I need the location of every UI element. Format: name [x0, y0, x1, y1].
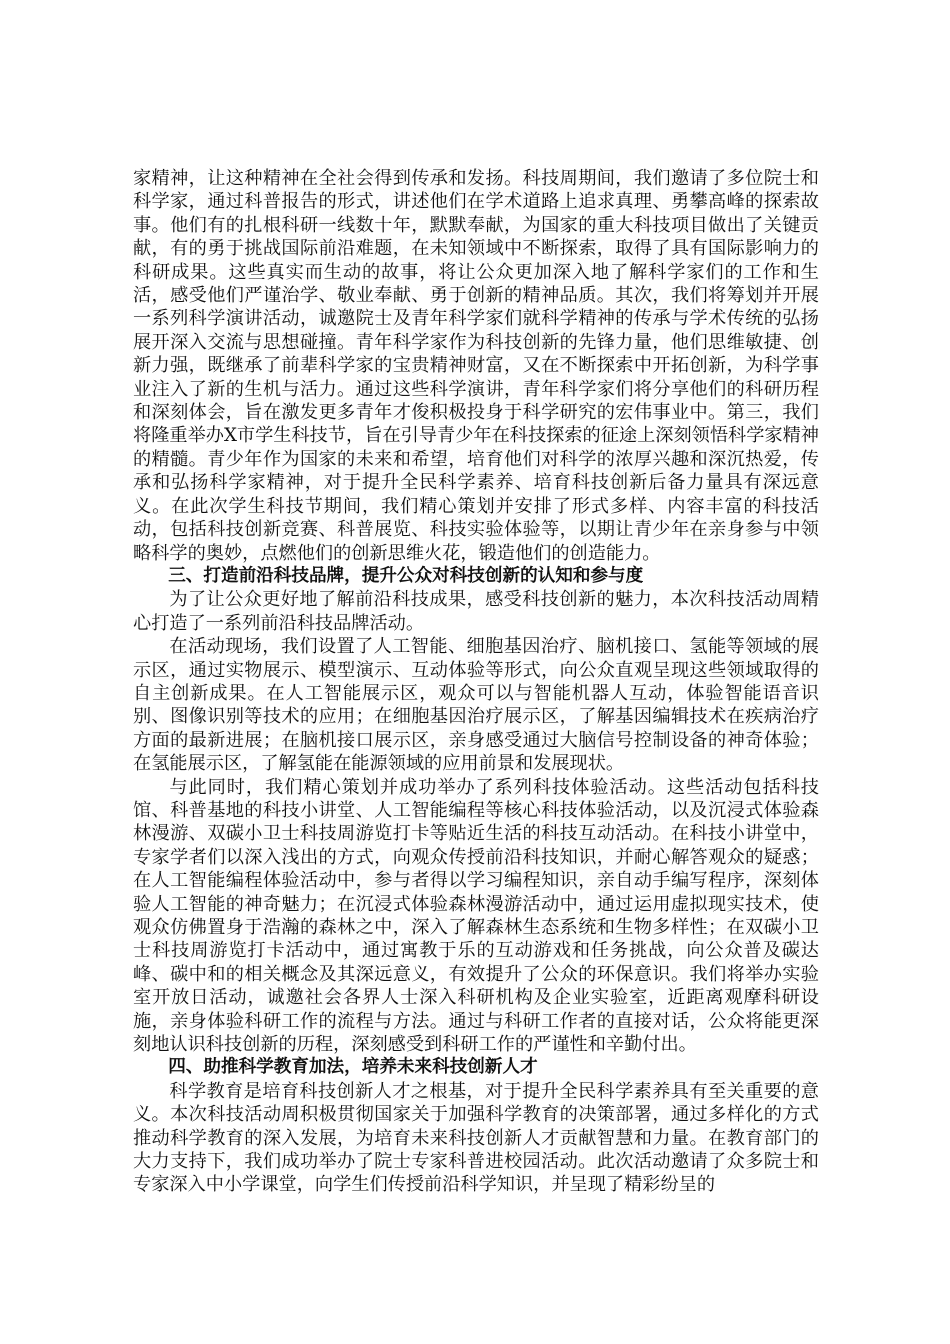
section-heading: 三、打造前沿科技品牌，提升公众对科技创新的认知和参与度 — [168, 565, 644, 586]
body-paragraph: 与此同时，我们精心策划并成功举办了系列科技体验活动。这些活动包括科技馆、科普基地的科技小讲堂、人工智能编程等核心科技体验活动，以及沉浸式体验森林漫游、双碳小卫士科技周游览打卡等贴近生活的科技互动活动。在科技小讲堂中，专家学者们以深入浅出的方式，向观众传授前沿科技知识，并耐心解答观众的疑惑；在人工智能编程体验活动中，参与者得以学习编程知识，亲自动手编写程序，深刻体验人工智能的神奇魅力；在沉浸式体验森林漫游活动中，通过运用虚拟现实技术，使观众仿佛置身于浩瀚的森林之中，深入了解森林生态系统和生物多样性；在双碳小卫士科技周游览打卡活动中，通过寓教于乐的互动游戏和任务挑战，向公众普及碳达峰、碳中和的相关概念及其深远意义，有效提升了公众的环保意识。我们将举办实验室开放日活动，诚邀社会各界人士深入科研机构及企业实验室，近距离观摩科研设施，亲身体验科研工作的流程与方法。通过与科研工作者的直接对话，公众将能更深刻地认识科技创新的历程，深刻感受到科研工作的严谨性和辛勤付出。 — [133, 776, 819, 1056]
section-heading: 四、助推科学教育加法，培养未来科技创新人才 — [168, 1057, 538, 1078]
body-paragraph: 科学教育是培育科技创新人才之根基，对于提升全民科学素养具有至关重要的意义。本次科技活动周积极贯彻国家关于加强科学教育的决策部署，通过多样化的方式推动科学教育的深入发展，为培育未来科技创新人才贡献智慧和力量。在教育部门的大力支持下，我们成功举办了院士专家科普进校园活动。此次活动邀请了众多院士和专家深入中小学课堂，向学生们传授前沿科学知识，并呈现了精彩纷呈的 — [133, 1080, 819, 1196]
body-paragraph: 为了让公众更好地了解前沿科技成果，感受科技创新的魅力，本次科技活动周精心打造了一系列前沿科技品牌活动。 — [133, 589, 819, 634]
document-page — [133, 167, 819, 1197]
body-paragraph: 家精神，让这种精神在全社会得到传承和发扬。科技周期间，我们邀请了多位院士和科学家，通过科普报告的形式，讲述他们在学术道路上追求真理、勇攀高峰的探索故事。他们有的扎根科研一线数十年，默默奉献，为国家的重大科技项目做出了关键贡献，有的勇于挑战国际前沿难题，在未知领域中不断探索，取得了具有国际影响力的科研成果。这些真实而生动的故事，将让公众更加深入地了解科学家们的工作和生活，感受他们严谨治学、敬业奉献、勇于创新的精神品质。其次，我们将筹划并开展一系列科学演讲活动，诚邀院士及青年科学家们就科学精神的传承与学术传统的弘扬展开深入交流与思想碰撞。青年科学家作为科技创新的先锋力量，他们思维敏捷、创新力强，既继承了前辈科学家的宝贵精神财富，又在不断探索中开拓创新，为科学事业注入了新的生机与活力。通过这些科学演讲，青年科学家们将分享他们的科研历程和深刻体会，旨在激发更多青年才俊积极投身于科学研究的宏伟事业中。第三，我们将隆重举办X市学生科技节，旨在引导青少年在科技探索的征途上深刻领悟科学家精神的精髓。青少年作为国家的未来和希望，培育他们对科学的浓厚兴趣和深沉热爱，传承和弘扬科学家精神，对于提升全民科学素养、培育科技创新后备力量具有深远意义。在此次学生科技节期间，我们精心策划并安排了形式多样、内容丰富的科技活动，包括科技创新竞赛、科普展览、科技实验体验等，以期让青少年在亲身参与中领略科学的奥妙，点燃他们的创新思维火花，锻造他们的创造能力。 — [133, 168, 819, 564]
body-paragraph: 在活动现场，我们设置了人工智能、细胞基因治疗、脑机接口、氢能等领域的展示区，通过实物展示、模型演示、互动体验等形式，向公众直观呈现这些领域取得的自主创新成果。在人工智能展示区，观众可以与智能机器人互动，体验智能语音识别、图像识别等技术的应用；在细胞基因治疗展示区，了解基因编辑技术在疾病治疗方面的最新进展；在脑机接口展示区，亲身感受通过大脑信号控制设备的神奇体验；在氢能展示区，了解氢能在能源领域的应用前景和发展现状。 — [133, 636, 819, 775]
